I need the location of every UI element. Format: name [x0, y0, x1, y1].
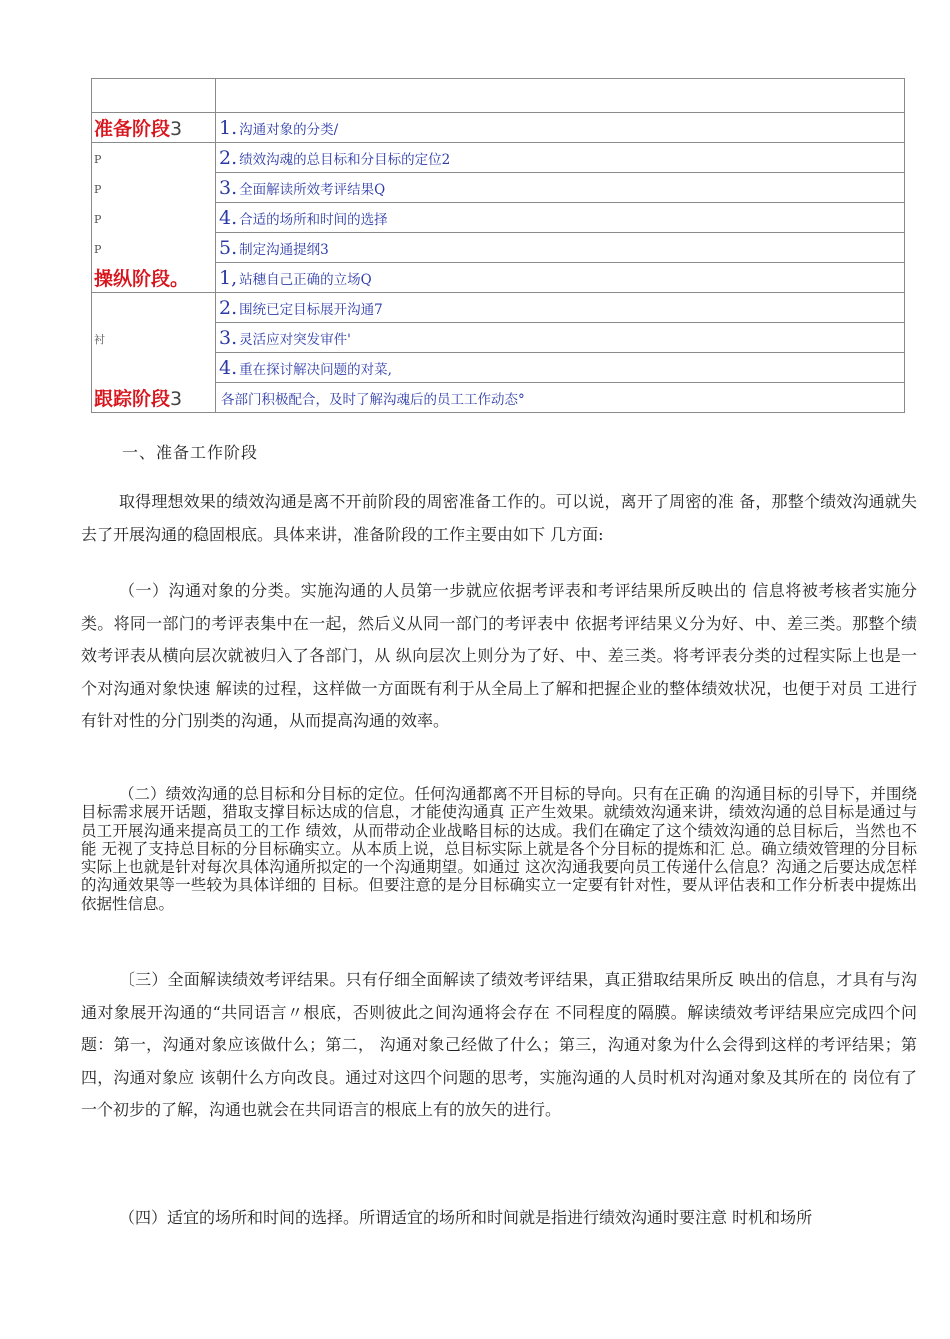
table-row: P 4. 合适的场所和时间的选择 [92, 203, 905, 233]
item-text: 制定沟通提纲3 [239, 241, 329, 258]
item-text: 绩效沟魂的总目标和分目标的定位2 [239, 151, 451, 168]
item-text: 重在探讨解决问题的对菜, [239, 361, 392, 378]
table-header-blank [92, 79, 216, 113]
row-marker: P [94, 153, 102, 166]
paragraph-interpretation: 〔三）全面解读绩效考评结果。只有仔细全面解读了绩效考评结果，真正猎取结果所反 映出的信息，才具有与沟通对象展开沟通的“共同语言〃根底，否则彼此之间沟通将会存在 不同程度的隔膜。解读绩效考评结果应完成四个问题：第一，沟通对象应该做什么；第二， 沟通对象己经做了什么；第三，沟通对象为什么会得到这样的考评结果；第四，沟通对象应 该朝什么方向改良。通过对这四个问题的思考，实施沟通的人员时机对沟通对象及其所在的 岗位有了一个初步的了解，沟通也就会在共同语言的根底上有的放矢的进行。 [81, 970, 917, 1119]
row-marker: P [94, 243, 102, 256]
item-text: 沟通对象的分类/ [239, 121, 339, 138]
paragraph-classification: （一）沟通对象的分类。实施沟通的人员第一步就应依据考评表和考评结果所反映出的 信息将被考核者实施分类。将同一部门的考评表集中在一起，然后义从同一部门的考评表中 依据考评结果义分为好、中、差三类。那整个绩效考评表从横向层次就被归入了各部门，从 纵向层次上则分为了好、中、差三类。将考评表分类的过程实际上也是一个对沟通对象快速 解读的过程，这样做一方面既有利于从全局上了解和把握企业的整体绩效状况，也便于对员 工进行有针对性的分门别类的沟通，从而提高沟通的效率。 [81, 581, 917, 730]
stage-label: 操纵阶段。 [94, 268, 190, 290]
item-text: 合适的场所和时间的选择 [239, 211, 388, 228]
stage-label: 跟踪阶段3 [94, 388, 183, 410]
item-text: 灵活应对突发审件' [239, 331, 351, 348]
paragraph-intro: 取得理想效果的绩效沟通是离不开前阶段的周密准备工作的。可以说，离开了周密的准 备，那整个绩效沟通就失去了开展沟通的稳固根底。具体来讲，准备阶段的工作主要由如下 几方面: [81, 492, 917, 544]
row-marker: 衬 [94, 333, 105, 346]
paragraph-goals: （二）绩效沟通的总目标和分目标的定位。任何沟通都离不开目标的导向。只有在正确 的沟通目标的引导下，并围绕目标需求展开话题，猎取支撑目标达成的信息，才能使沟通真 正产生效果。就绩效沟通来讲，绩效沟通的总目标是通过与员工开展沟通来提高员工的工作 绩效，从而带动企业战略目标的达成。我们在确定了这个绩效沟通的总目标后，当然也不能 无视了支持总目标的分目标确实立。从本质上说，总目标实际上就是各个分目标的提炼和汇 总。确立绩效管理的分目标实际上也就是针对每次具体沟通所拟定的一个沟通期望。如通过 这次沟通我要向员工传递什么信息？沟通之后要达成怎样的沟通效果等一些较为具体详细的 目标。但要注意的是分目标确实立一定要有针对性，要从评估表和工作分析表中提炼出依据性信息。 [81, 785, 917, 913]
table-row: 4. 重在探讨解决问题的对菜, [92, 353, 905, 383]
table-row: 衬 3. 灵活应对突发审件' [92, 323, 905, 353]
row-marker: P [94, 183, 102, 196]
row-marker: P [94, 213, 102, 226]
section-heading: 一、准备工作阶段 [122, 443, 259, 462]
item-text: 围统已定目标展开沟通7 [239, 301, 383, 318]
table-row: 操纵阶段。 1, 站穗自己正确的立场Q [92, 263, 905, 293]
table-row: P 5. 制定沟通提纲3 [92, 233, 905, 263]
item-text: 各部门积极配合，及时了解沟魂后的员工工作动态° [221, 391, 525, 408]
table-row: 2. 围统已定目标展开沟通7 [92, 293, 905, 323]
table-row: P 2. 绩效沟魂的总目标和分目标的定位2 [92, 143, 905, 173]
table-row: 准备阶段3 1. 沟通对象的分类/ [92, 113, 905, 143]
table-row: P 3. 全面解读所效考评结果Q [92, 173, 905, 203]
item-text: 站穗自己正确的立场Q [239, 271, 372, 288]
paragraph-venue-time: （四）适宜的场所和时间的选择。所谓适宜的场所和时间就是指进行绩效沟通时要注意 时机和场所 [119, 1208, 813, 1227]
item-text: 全面解读所效考评结果Q [239, 181, 386, 198]
table-row [92, 383, 905, 413]
stage-table [91, 78, 905, 413]
stage-label: 准备阶段3 [94, 118, 183, 140]
